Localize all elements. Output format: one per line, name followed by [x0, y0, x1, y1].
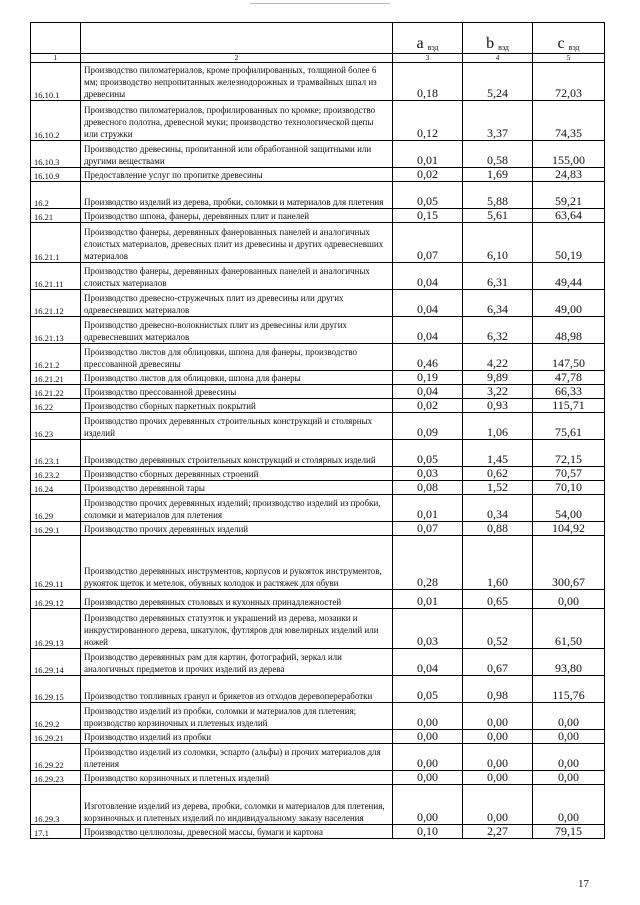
row-name: Производство изделий из дерева, пробки, соломки и материалов для плетения: [81, 182, 393, 209]
row-name: Производство целлюлозы, древесной массы, бумаги и картона: [81, 825, 393, 839]
row-code: 16.23.2: [31, 467, 81, 481]
table-row: [31, 771, 605, 785]
row-name: Производство деревянных статуэток и украшений из дерева, мозаики и инкрустированного дерева, шкатулок, футляров для ювелирных изделий или ножей: [81, 609, 393, 649]
row-value-c: 49,00: [533, 290, 605, 317]
row-value-a: 0,19: [393, 371, 463, 385]
row-code: 16.29.15: [31, 676, 81, 703]
row-name: Производство древесно-стружечных плит из древесины или других одревесневших материалов: [81, 290, 393, 317]
row-code: 16.10.3: [31, 141, 81, 168]
row-value-a: 0,04: [393, 290, 463, 317]
row-value-a: 0,10: [393, 825, 463, 839]
row-name: Производство фанеры, деревянных фанерованных панелей и аналогичных слоистых материалов: [81, 263, 393, 290]
row-value-b: 0,58: [463, 141, 533, 168]
row-value-a: 0,05: [393, 676, 463, 703]
row-code: 16.21.1: [31, 223, 81, 263]
row-value-c: 47,78: [533, 371, 605, 385]
row-name: Производство прочих деревянных строительных конструкций и столярных изделий: [81, 413, 393, 440]
header-name: [81, 23, 393, 54]
row-code: 16.29.12: [31, 590, 81, 609]
row-value-c: 70,57: [533, 467, 605, 481]
row-value-b: 5,24: [463, 63, 533, 101]
row-code: 16.21.22: [31, 385, 81, 399]
row-code: 16.10.9: [31, 168, 81, 182]
table-row: [31, 440, 605, 467]
row-code: 16.2: [31, 182, 81, 209]
table-body: [31, 63, 605, 839]
row-name: Производство древесины, пропитанной или обработанной защитными или другими веществами: [81, 141, 393, 168]
page-number: 17: [578, 878, 589, 890]
row-value-a: 0,15: [393, 209, 463, 223]
row-code: 16.24: [31, 481, 81, 495]
row-value-b: 0,65: [463, 590, 533, 609]
row-value-c: 0,00: [533, 730, 605, 744]
table-row: [31, 101, 605, 141]
row-value-b: 0,00: [463, 771, 533, 785]
row-value-a: 0,00: [393, 785, 463, 825]
row-code: 16.29.14: [31, 649, 81, 676]
row-name: Производство шпона, фанеры, деревянных плит и панелей: [81, 209, 393, 223]
row-value-b: 6,32: [463, 317, 533, 344]
row-value-a: 0,00: [393, 730, 463, 744]
row-value-a: 0,04: [393, 263, 463, 290]
row-value-a: 0,03: [393, 467, 463, 481]
row-code: 16.22: [31, 399, 81, 413]
row-value-b: 6,34: [463, 290, 533, 317]
row-code: 17.1: [31, 825, 81, 839]
row-value-b: 1,69: [463, 168, 533, 182]
row-code: 16.21.13: [31, 317, 81, 344]
column-number: 2: [81, 54, 393, 63]
row-code: 16.29.21: [31, 730, 81, 744]
row-code: 16.29.22: [31, 744, 81, 771]
row-code: 16.10.2: [31, 101, 81, 141]
coefficients-table: [30, 22, 605, 839]
table-row: [31, 676, 605, 703]
row-value-c: 0,00: [533, 785, 605, 825]
row-value-c: 300,67: [533, 536, 605, 590]
row-value-a: 0,01: [393, 590, 463, 609]
row-code: 16.23.1: [31, 440, 81, 467]
row-value-c: 115,76: [533, 676, 605, 703]
row-value-c: 61,50: [533, 609, 605, 649]
row-code: 16.21.12: [31, 290, 81, 317]
table-row: [31, 467, 605, 481]
row-value-a: 0,04: [393, 385, 463, 399]
table-row: [31, 399, 605, 413]
row-value-b: 0,00: [463, 744, 533, 771]
row-value-b: 0,34: [463, 495, 533, 522]
table-row: [31, 209, 605, 223]
row-code: 16.29.1: [31, 522, 81, 536]
row-name: Производство фанеры, деревянных фанерованных панелей и аналогичных слоистых материалов, древесных плит из древесины и других одревесневших материалов: [81, 223, 393, 263]
row-value-b: 0,62: [463, 467, 533, 481]
header-b: b $_{вэд}$: [463, 23, 533, 54]
row-value-a: 0,04: [393, 649, 463, 676]
table-row: [31, 522, 605, 536]
row-value-b: 0,52: [463, 609, 533, 649]
table-row: [31, 168, 605, 182]
column-number: 3: [393, 54, 463, 63]
row-value-c: 70,10: [533, 481, 605, 495]
row-name: Производство прочих деревянных изделий; производство изделий из пробки, соломки и материалов для плетения: [81, 495, 393, 522]
row-value-b: 3,22: [463, 385, 533, 399]
row-value-a: 0,00: [393, 703, 463, 730]
row-value-b: 1,45: [463, 440, 533, 467]
table-row: [31, 744, 605, 771]
row-value-a: 0,05: [393, 440, 463, 467]
table-row: [31, 63, 605, 101]
row-value-a: 0,04: [393, 317, 463, 344]
row-value-b: 5,88: [463, 182, 533, 209]
row-name: Предоставление услуг по пропитке древесины: [81, 168, 393, 182]
row-value-c: 48,98: [533, 317, 605, 344]
column-number: 4: [463, 54, 533, 63]
row-value-a: 0,46: [393, 344, 463, 371]
row-value-b: 0,98: [463, 676, 533, 703]
table-row: [31, 785, 605, 825]
row-value-c: 0,00: [533, 703, 605, 730]
row-name: Производство пиломатериалов, кроме профилированных, толщиной более 6 мм; производство непропитанных железнодорожных и трамвайных шпал из древесины: [81, 63, 393, 101]
table-row: [31, 536, 605, 590]
row-value-c: 72,15: [533, 440, 605, 467]
row-code: 16.23: [31, 413, 81, 440]
column-number: 5: [533, 54, 605, 63]
table-row: [31, 703, 605, 730]
row-name: Производство сборных деревянных строений: [81, 467, 393, 481]
column-number: 1: [31, 54, 81, 63]
table-row: [31, 385, 605, 399]
row-value-c: 75,61: [533, 413, 605, 440]
row-name: Производство деревянных рам для картин, фотографий, зеркал или аналогичных предметов и прочих изделий из дерева: [81, 649, 393, 676]
row-code: 16.21.21: [31, 371, 81, 385]
row-value-b: 4,22: [463, 344, 533, 371]
row-value-b: 0,67: [463, 649, 533, 676]
row-value-a: 0,00: [393, 771, 463, 785]
row-value-c: 104,92: [533, 522, 605, 536]
row-value-b: 1,52: [463, 481, 533, 495]
row-value-c: 0,00: [533, 590, 605, 609]
row-value-a: 0,18: [393, 63, 463, 101]
row-name: Производство деревянных столовых и кухонных принадлежностей: [81, 590, 393, 609]
table-row: [31, 825, 605, 839]
row-code: 16.21.11: [31, 263, 81, 290]
row-value-b: 6,31: [463, 263, 533, 290]
table-row: [31, 590, 605, 609]
table-row: [31, 317, 605, 344]
row-name: Производство деревянных строительных конструкций и столярных изделий: [81, 440, 393, 467]
header-code: [31, 23, 81, 54]
table-row: [31, 290, 605, 317]
row-value-b: 3,37: [463, 101, 533, 141]
row-name: Производство прочих деревянных изделий: [81, 522, 393, 536]
row-name: Производство пиломатериалов, профилированных по кромке; производство древесного полотна, древесной муки; производство технологической щепы или стружки: [81, 101, 393, 141]
row-value-a: 0,07: [393, 522, 463, 536]
table-row: [31, 223, 605, 263]
table-row: [31, 481, 605, 495]
table-row: [31, 609, 605, 649]
row-code: 16.29.2: [31, 703, 81, 730]
row-value-b: 1,60: [463, 536, 533, 590]
table-row: [31, 495, 605, 522]
row-value-a: 0,02: [393, 399, 463, 413]
row-value-b: 0,93: [463, 399, 533, 413]
row-code: 16.29.13: [31, 609, 81, 649]
table-row: [31, 730, 605, 744]
row-code: 16.29.11: [31, 536, 81, 590]
row-value-b: 0,00: [463, 703, 533, 730]
row-code: 16.29.23: [31, 771, 81, 785]
row-value-b: 9,89: [463, 371, 533, 385]
row-value-c: 54,00: [533, 495, 605, 522]
header-a: a $_{вэд}$: [393, 23, 463, 54]
row-value-a: 0,00: [393, 744, 463, 771]
row-value-a: 0,08: [393, 481, 463, 495]
row-name: Производство сборных паркетных покрытий: [81, 399, 393, 413]
row-value-b: 6,10: [463, 223, 533, 263]
row-value-a: 0,28: [393, 536, 463, 590]
row-value-b: 0,00: [463, 785, 533, 825]
row-value-c: 115,71: [533, 399, 605, 413]
row-code: 16.29.3: [31, 785, 81, 825]
row-name: Производство прессованной древесины: [81, 385, 393, 399]
row-value-c: 0,00: [533, 771, 605, 785]
row-value-a: 0,05: [393, 182, 463, 209]
top-rule: [250, 3, 390, 4]
column-number-row: [31, 54, 605, 63]
row-value-a: 0,01: [393, 141, 463, 168]
row-value-c: 59,21: [533, 182, 605, 209]
row-name: Производство изделий из пробки, соломки и материалов для плетения; производство корзиночных и плетеных изделий: [81, 703, 393, 730]
row-name: Производство листов для облицовки, шпона для фанеры: [81, 371, 393, 385]
row-code: 16.21.2: [31, 344, 81, 371]
row-name: Производство изделий из пробки: [81, 730, 393, 744]
row-value-c: 72,03: [533, 63, 605, 101]
row-value-c: 93,80: [533, 649, 605, 676]
row-code: 16.29: [31, 495, 81, 522]
row-value-c: 155,00: [533, 141, 605, 168]
row-value-c: 0,00: [533, 744, 605, 771]
header-row: [31, 23, 605, 54]
row-value-c: 74,35: [533, 101, 605, 141]
row-value-c: 66,33: [533, 385, 605, 399]
header-c: c $_{вэд}$: [533, 23, 605, 54]
row-name: Производство древесно-волокнистых плит из древесины или других одревесневших материалов: [81, 317, 393, 344]
row-value-b: 0,00: [463, 730, 533, 744]
row-value-a: 0,09: [393, 413, 463, 440]
table-row: [31, 263, 605, 290]
row-name: Производство деревянной тары: [81, 481, 393, 495]
table-row: [31, 413, 605, 440]
row-value-b: 5,61: [463, 209, 533, 223]
row-value-c: 147,50: [533, 344, 605, 371]
row-value-b: 0,88: [463, 522, 533, 536]
row-value-a: 0,12: [393, 101, 463, 141]
row-value-b: 2,27: [463, 825, 533, 839]
row-value-c: 50,19: [533, 223, 605, 263]
row-name: Производство изделий из соломки, эспарто (альфы) и прочих материалов для плетения: [81, 744, 393, 771]
table-row: [31, 371, 605, 385]
row-name: Производство листов для облицовки, шпона для фанеры, производство прессованной древесины: [81, 344, 393, 371]
row-value-a: 0,01: [393, 495, 463, 522]
row-value-b: 1,06: [463, 413, 533, 440]
row-value-a: 0,02: [393, 168, 463, 182]
row-name: Производство корзиночных и плетеных изделий: [81, 771, 393, 785]
row-code: 16.21: [31, 209, 81, 223]
row-name: Изготовление изделий из дерева, пробки, соломки и материалов для плетения, корзиночных и плетеных изделий по индивидуальному заказу населения: [81, 785, 393, 825]
table-row: [31, 649, 605, 676]
row-code: 16.10.1: [31, 63, 81, 101]
row-value-c: 63,64: [533, 209, 605, 223]
row-value-a: 0,07: [393, 223, 463, 263]
table-row: [31, 182, 605, 209]
row-value-c: 49,44: [533, 263, 605, 290]
row-name: Производство топливных гранул и брикетов из отходов деревопереработки: [81, 676, 393, 703]
table-row: [31, 344, 605, 371]
row-name: Производство деревянных инструментов, корпусов и рукояток инструментов, рукояток щеток и метелок, обувных колодок и растяжек для обуви: [81, 536, 393, 590]
table-row: [31, 141, 605, 168]
row-value-a: 0,03: [393, 609, 463, 649]
row-value-c: 79,15: [533, 825, 605, 839]
row-value-c: 24,83: [533, 168, 605, 182]
